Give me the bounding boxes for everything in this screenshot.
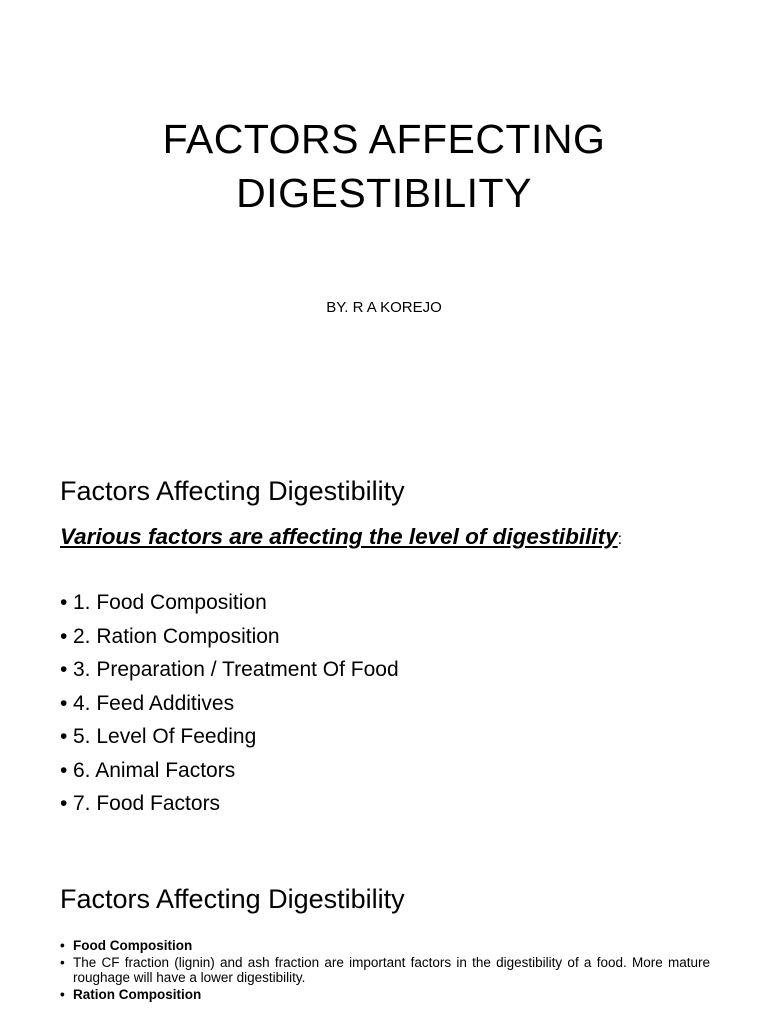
slide-heading: Factors Affecting Digestibility [60,884,405,914]
detail-heading-ration-composition: • Ration Composition [60,987,710,1002]
title-slide [0,0,768,432]
detail-heading-food-composition: • Food Composition [60,938,710,953]
list-item-text: 6. Animal Factors [73,758,236,782]
author-line: BY. R A KOREJO [326,299,442,316]
slide-title-line2: DIGESTIBILITY [236,170,532,216]
slide-subheading [60,522,622,555]
list-item-text: 5. Level Of Feeding [73,725,257,748]
list-item [60,720,399,754]
list-item-text: 4. Feed Additives [73,691,235,715]
factor-details-slide [0,844,768,1024]
factors-list [60,586,399,821]
bullet-icon: • [60,758,68,782]
subheading-colon: : [617,531,623,548]
list-item [60,787,399,821]
subheading-text: Various factors are affecting the level of digestibility [60,524,618,549]
factors-list-slide [0,436,768,840]
bullet-icon: • [60,691,68,715]
list-item [60,687,399,721]
slide-title [0,112,768,220]
list-item [60,754,399,788]
bullet-icon: • [60,624,68,648]
list-item-text: 3. Preparation / Treatment Of Food [73,658,399,681]
list-item-text: 1. Food Composition [73,591,267,614]
bullet-icon: • [60,591,68,614]
list-item-text: 7. Food Factors [73,792,221,815]
bullet-icon: • [60,725,68,748]
bullet-icon: • [60,792,68,815]
slide-heading: Factors Affecting Digestibility [60,476,405,506]
slide-title-line1: FACTORS AFFECTING [162,116,606,162]
list-item [60,586,399,620]
list-item [60,653,399,687]
bullet-icon: • [60,658,68,681]
details-list [60,938,710,1004]
detail-paragraph: • The CF fraction (lignin) and ash fraction are important factors in the digestibility of a food. More mature roughage will have a lower digestibility. [60,955,710,985]
list-item-text: 2. Ration Composition [73,624,280,648]
list-item [60,620,399,654]
